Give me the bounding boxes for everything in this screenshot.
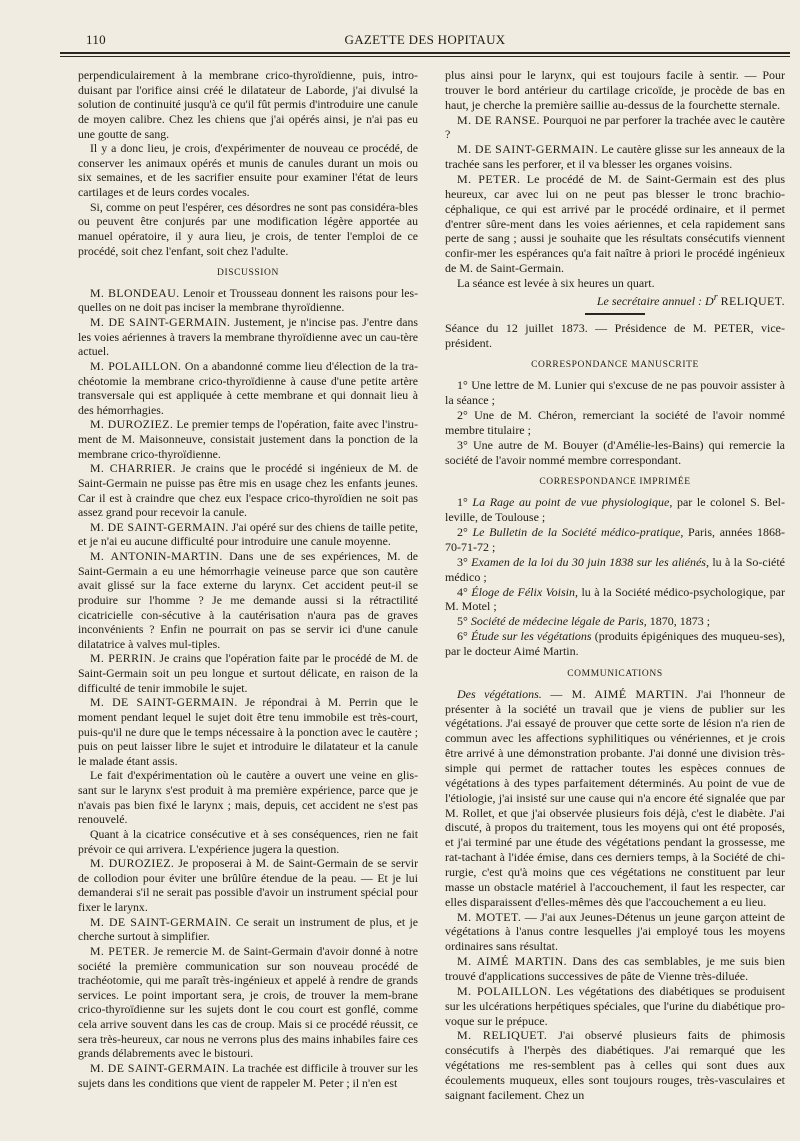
speech-paragraph — [78, 856, 418, 915]
text-paragraph: Si, comme on peut l'espérer, ces désordres ne sont pas considéra-bles ou peuvent être conjurés par une modification légère apportée au manuel opératoire, il y aura lieu, je crois, de tenter l'emploi de ce procédé, soit chez l'enfant, soit chez l'adulte. — [78, 199, 418, 258]
speech-paragraph — [78, 286, 418, 315]
text-paragraph: 1° Une lettre de M. Lunier qui s'excuse de ne pas pouvoir assister à la séance ; — [445, 378, 785, 408]
secretary-signature — [445, 291, 785, 309]
speech-paragraph — [78, 549, 418, 651]
item-number: 1° — [457, 495, 468, 510]
speaker-name: M. POLAILLON. — [457, 983, 552, 998]
text-paragraph: Il y a donc lieu, je crois, d'expérimenter de nouveau ce procédé, de conserver les animaux opérés et munis de canules durant un mois ou six semaines, et de les sacrifier ensuite pour examiner l'état de leurs cartilages et de leurs cordes vocales. — [78, 141, 418, 199]
signature-name: RELIQUET. — [720, 293, 785, 308]
header-rule-thick — [60, 52, 790, 54]
text-paragraph: Quant à la cicatrice consécutive et à ses conséquences, rien ne fait prévoir ce qui arrivera. L'expérience jugera la question. — [78, 826, 418, 856]
speech-text: Justement, je n'incise pas. J'entre dans les voies aériennes à travers la membrane thyroïdienne avec un cau-tère actuel. — [78, 315, 418, 359]
item-number: 3° — [457, 554, 468, 569]
right-column — [445, 68, 785, 1103]
speaker-name: M. BLONDEAU. — [90, 285, 180, 300]
communication-text: J'ai l'honneur de présenter à la société un travail que je viens de publier sur les végétations. J'ai essayé de prouver que cette sorte de lésion n'a rien de commun avec les affections syphilitiques ou vénériennes, et je crois être arrivé à une démonstration probante. J'ai donné une division très-simple qui permet de rattacher toutes les espèces connues de végétations à des types parfaitement déterminés. Au point de vue de l'étiologie, j'ai insisté sur une cause qui n'a encore été signalée que par M. Rollet, et que j'ai observée plusieurs fois déjà, c'est le diabète. J'ai discuté, à propos du traitement, tous les moyens qui ont été proposés, et j'ai terminé par une étude des végétations pendant la grossesse, me rat-tachant à l'idée émise, dans ces derniers temps, à la Société de chi-rurgie, c'est qu'à moins que ces végétations ne constituent par leur masse un obstacle matériel à l'accouchement, il faut les respecter, car elles disparaissent d'elles-mêmes dès que l'accouchement a eu lieu. — [445, 686, 786, 909]
header-rule-thin — [60, 56, 790, 57]
item-title: Société de médecine légale de Paris, — [470, 614, 647, 629]
speech-text: J'ai opéré sur des chiens de taille petite, et je n'ai eu aucune difficulté pour introduire une canule moyenne. — [78, 519, 418, 549]
speaker-name: M. MOTET. — [457, 909, 522, 924]
speech-paragraph — [445, 113, 785, 143]
item-title: Étude sur les végétations — [470, 629, 592, 644]
publication-item — [445, 555, 785, 585]
speaker-name: M. PETER. — [90, 943, 150, 958]
left-column — [78, 68, 418, 1090]
speech-text: Le cautère glisse sur les anneaux de la trachée sans les perforer, et il va blesser les organes voisins. — [445, 142, 786, 172]
speech-paragraph — [445, 172, 785, 276]
section-divider — [585, 313, 645, 315]
item-number: 5° — [457, 614, 468, 629]
speaker-name: M. DE SAINT-GERMAIN. — [90, 695, 238, 710]
journal-title: GAZETTE DES HOPITAUX — [344, 32, 506, 47]
text-paragraph: La séance est levée à six heures un quart. — [457, 276, 655, 291]
speech-text: Je crains que le procédé si ingénieux de M. de Saint-Germain ne puisse pas être mis en usage chez les enfants jeunes. Car il est à craindre que chez eux l'espace crico-thyroïdien ne soit pas assez grand pour recevoir la canule. — [78, 461, 418, 520]
page-number: 110 — [86, 32, 106, 47]
text-paragraph: perpendiculairement à la membrane crico-thyroïdienne, puis, intro-duisant par l'orifice ainsi créé le dilatateur de Laborde, j'ai divulsé la solution de continuité jusqu'à ce qu'il fût permis d'introduire une canule de moyen calibre. Chez les chiens que j'ai opérés ainsi, je n'ai pas eu une goutte de sang. — [78, 68, 418, 141]
speech-text: Le procédé de M. de Saint-Germain est des plus heureux, car avec lui on ne peut pas blesser le tronc brachio-céphalique, ce qui est arrivé par le procédé ordinaire, et il permet d'entrer sûre-ment dans les voies aériennes, et cela rapidement sans perte de sang ; aussi je souhaite que les résultats consécutifs viennent confir-mer les espérances qu'a fait naître à priori le procédé ingénieux de M. de Saint-Germain. — [445, 172, 785, 276]
publication-item — [445, 585, 785, 615]
item-details: (produits épigéniques des muqueu-ses), par le docteur Aimé Martin. — [445, 629, 786, 658]
speech-paragraph — [445, 1028, 785, 1102]
speaker-name: M. DUROZIEZ. — [90, 417, 174, 432]
speech-text: Le premier temps de l'opération, faite avec l'instru-ment de M. Maisonneuve, consistait justement dans la ponction de la membrane crico-thyroïdienne. — [78, 417, 419, 461]
item-title: La Rage au point de vue physiologique, — [472, 495, 673, 510]
speech-text: Les végétations des diabétiques se produisent sur les ulcérations herpétiques spéciales, que l'urine du diabétique pro-voque sur le prépuce. — [445, 983, 786, 1028]
section-heading: CORRESPONDANCE IMPRIMÉE — [539, 477, 691, 488]
speech-text: — J'ai aux Jeunes-Détenus un jeune garçon atteint de végétations à l'anus contre lesquelles j'ai employé tous les moyens ordinaires sans résultat. — [445, 909, 786, 954]
communication-title: Des végétations. — [457, 686, 542, 701]
speech-paragraph — [78, 1061, 418, 1090]
speaker-name: M. ANTONIN-MARTIN. — [90, 549, 223, 563]
speaker-name: M. DE SAINT-GERMAIN. — [90, 519, 229, 534]
speaker-name: M. PERRIN. — [90, 651, 156, 666]
speech-paragraph — [78, 944, 418, 1061]
speech-paragraph — [445, 954, 785, 984]
signature-label: Le secrétaire annuel : D — [596, 293, 714, 308]
signature-sup: r — [713, 291, 718, 303]
speech-text: Dans des cas semblables, je me suis bien trouvé d'applications successives de pâte de Vienne très-diluée. — [445, 954, 785, 983]
speech-paragraph — [445, 142, 785, 172]
speech-paragraph — [78, 520, 418, 549]
speech-paragraph — [445, 910, 785, 955]
speech-text: J'ai observé plusieurs faits de phimosis consécutifs à l'herpès des diabétiques. J'ai remarqué que les végétations me res-semblent pas à celles qui sont dues aux écoulements muqueux, elles sont toujours rouges, très-vasculaires et saignant facilement. Chez un — [445, 1028, 786, 1102]
speech-text: Lenoir et Trousseau donnent les raisons pour les-quelles on ne doit pas inciser la membrane thyroïdienne. — [78, 285, 419, 315]
speaker-name: M. RELIQUET. — [457, 1028, 548, 1043]
speech-text: Pourquoi ne par perforer la trachée avec le cautère ? — [445, 112, 786, 142]
communication-paragraph — [445, 687, 785, 910]
item-details: lu à la So-ciété médico ; — [445, 554, 786, 584]
text-paragraph: Séance du 12 juillet 1873. — Présidence de M. PETER, vice-président. — [445, 320, 785, 350]
speech-paragraph — [78, 651, 418, 695]
speaker-name: M. DE SAINT-GERMAIN. — [457, 142, 598, 157]
speech-paragraph — [78, 359, 418, 418]
speaker-name: M. DE SAINT-GERMAIN. — [90, 1060, 230, 1075]
page-header — [60, 30, 790, 50]
speaker-name: M. DUROZIEZ. — [90, 856, 175, 871]
item-number: 2° — [457, 525, 468, 540]
item-details: lu à la Société médico-psychologique, par M. Motel ; — [445, 584, 786, 614]
speech-text: Je répondrai à M. Perrin que le moment pendant lequel le sujet doit être tenu immobile est très-court, puis-qu'il ne dure que le temps nécessaire à la ponction avec le cautère ; puis on peut laisser libre le sujet et introduire le dilatateur et la canule le malade étant assis. — [78, 695, 418, 768]
speech-paragraph — [445, 984, 785, 1029]
speaker-name: — M. AIMÉ MARTIN. — [550, 686, 688, 701]
speech-paragraph — [78, 695, 418, 768]
item-details: Paris, années 1868-70-71-72 ; — [445, 525, 785, 554]
item-title: Examen de la loi du 30 juin 1838 sur les aliénés, — [471, 554, 709, 569]
item-number: 4° — [457, 584, 468, 599]
speech-text: Je remercie M. de Saint-Germain d'avoir donné à notre société la première communication sur son nouveau procédé de trachéotomie, qui me paraît très-ingénieux et appelé à rendre de grands services. Le point important sera, je crois, de trouver la mem-brane crico-thyroïdienne sur les sujets dont le cou court est gonflé, comme cela arrive souvent dans les cas de croup. Mais si ce procédé réussit, ce sera très-heureux, car nous ne verrons plus des mains inhabiles faire ces grands délabrements avec le bistouri. — [78, 943, 419, 1061]
speech-text: Je crains que l'opération faite par le procédé de M. de Saint-Germain soit un peu longue et surtout délicate, en raison de la difficulté de tenir immobile le sujet. — [78, 651, 418, 695]
speaker-name: M. DE RANSE. — [457, 112, 540, 127]
speaker-name: M. PETER. — [457, 172, 521, 187]
section-heading: COMMUNICATIONS — [567, 668, 663, 679]
speaker-name: M. DE SAINT-GERMAIN. — [90, 315, 231, 329]
publication-item — [445, 614, 785, 629]
item-details: par le colonel S. Bel-leville, de Toulouse ; — [445, 495, 786, 525]
speaker-name: M. POLAILLON. — [90, 358, 182, 373]
section-heading: DISCUSSION — [217, 268, 279, 279]
speech-paragraph — [78, 417, 418, 461]
text-paragraph: 3° Une autre de M. Bouyer (d'Amélie-les-Bains) qui remercie la société de l'avoir nommé membre correspondant. — [445, 437, 785, 467]
speech-text: Ce serait un instrument de plus, et je cherche surtout à simplifier. — [78, 914, 418, 944]
speaker-name: M. DE SAINT-GERMAIN. — [90, 914, 232, 929]
speaker-name: M. CHARRIER. — [90, 461, 176, 476]
publication-item — [445, 525, 785, 555]
speech-text: Dans une de ses expériences, M. de Saint-Germain a eu une hémorrhagie veineuse parce que son cautère avait glissé sur la face externe du larynx. Cet accident peut-il se produire sur l'homme ? Je me demande aussi si la rétractilité cicatricielle con-sécutive à la cautérisation n'aura pas de graves inconvénients ? Enfin ne pourrait on pas se servir ici d'une canule dilatatrice à valves mul-tiples. — [78, 549, 418, 651]
item-details: 1870, 1873 ; — [649, 614, 711, 629]
text-paragraph: plus ainsi pour le larynx, qui est toujours facile à sentir. — Pour trouver le bord antérieur du cartilage cricoïde, je procède de bas en haut, je cherche la première saillie au-dessus de la fourchette sternale. — [445, 68, 785, 112]
text-paragraph: 2° Une de M. Chéron, remerciant la société de l'avoir nommé membre titulaire ; — [445, 408, 785, 437]
speech-text: On a abandonné comme lieu d'élection de la tra-chéotomie la membrane crico-thyroïdienne à cause d'une petite artère transversale qui est appliquée à cette membrane et qui donnait lieu à des hémorrhagies. — [78, 358, 418, 417]
publication-item — [445, 629, 785, 659]
speech-text: La trachée est difficile à trouver sur les sujets dans les conditions que vient de rappeler M. Peter ; il n'en est — [78, 1060, 418, 1090]
speech-text: Je proposerai à M. de Saint-Germain de se servir de collodion pour éviter une brûlûre étendue de la peau. — Et je lui demanderai s'il ne serait pas possible d'avoir un instrument spécial pour fixer le larynx. — [78, 856, 418, 914]
item-title: Éloge de Félix Voisin, — [471, 584, 578, 599]
speaker-name: M. AIMÉ MARTIN. — [457, 954, 568, 969]
item-number: 6° — [457, 629, 468, 644]
speech-paragraph — [78, 915, 418, 944]
speech-paragraph — [78, 315, 418, 359]
item-title: Le Bulletin de la Société médico-pratique, — [472, 525, 684, 540]
text-paragraph: Le fait d'expérimentation où le cautère a ouvert une veine en glis-sant sur le larynx s'est produit à ma première expérience, parce que je n'avais pas bien fixé le larynx ; mais, depuis, cet accident ne s'est pas renouvelé. — [78, 768, 418, 827]
publication-item — [445, 495, 785, 525]
section-heading: CORRESPONDANCE MANUSCRITE — [531, 360, 699, 371]
speech-paragraph — [78, 461, 418, 520]
